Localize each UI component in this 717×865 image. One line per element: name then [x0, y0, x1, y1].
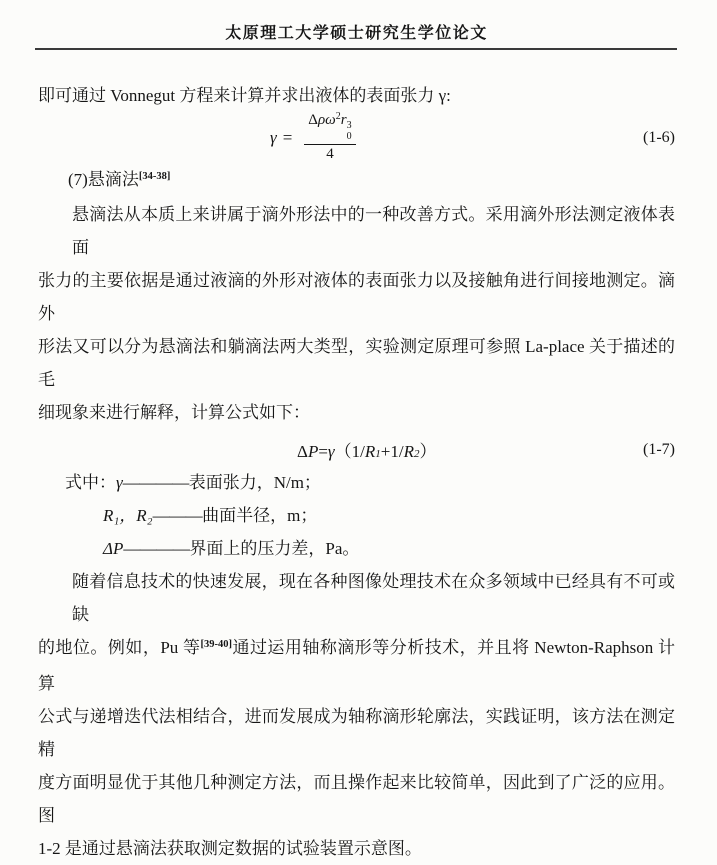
- delta-p-symbol: ΔP: [103, 539, 124, 558]
- fraction-numerator: [304, 112, 355, 145]
- r2-symbol: R: [403, 442, 414, 461]
- r1-subscript: 1: [375, 448, 381, 460]
- equation-1-6: [270, 112, 356, 163]
- one-over-term-2: 1/: [390, 442, 404, 461]
- definition-desc: 表面张力，N/m；: [188, 473, 321, 492]
- paragraph-2-line-2: [38, 631, 675, 700]
- gamma-symbol: γ: [270, 127, 277, 147]
- r-sub-sup-stack: [347, 121, 352, 142]
- r-exponent: 3: [346, 120, 352, 131]
- omega-exponent: 2: [335, 111, 341, 122]
- equals-sign: =: [282, 127, 293, 147]
- r1-symbol: R: [364, 442, 376, 461]
- gamma-symbol: γ: [327, 442, 335, 461]
- paragraph-1: [38, 198, 675, 429]
- gamma-symbol: γ: [116, 473, 123, 492]
- r-subscript: 0: [346, 130, 352, 142]
- paragraph-2-line-3: 公式与递增迭代法相结合，进而发展成为轴称滴形轮廓法，实践证明，该方法在测定精: [38, 707, 675, 759]
- delta-symbol: Δ: [297, 442, 308, 461]
- paragraph-1-line-1: 悬滴法从本质上来讲属于滴外形法中的一种改善方式。采用滴外形法测定液体表面: [72, 205, 675, 257]
- equation-1-7-row: [38, 433, 675, 466]
- delta-symbol: Δ: [308, 112, 318, 128]
- equation-1-6-number: (1-6): [643, 128, 675, 146]
- paragraph-2-line-4: 度方面明显优于其他几种测定方法，而且操作起来比较简单，因此到了广泛的应用。图: [38, 773, 675, 825]
- section-heading-text: (7)悬滴法: [68, 170, 139, 189]
- citation-34-38: [34-38]: [138, 171, 171, 182]
- definition-desc: 界面上的压力差，Pa。: [189, 539, 360, 558]
- equals-sign: =: [318, 442, 328, 461]
- line-2-text: 通过运用轴称滴形等分析技术，并且将 Newton-Raphson 计算: [38, 638, 675, 693]
- paragraph-2-line-5: 1-2 是通过悬滴法获取测定数据的试验装置示意图。: [38, 839, 422, 858]
- p-symbol: P: [307, 442, 319, 461]
- definition-list: [38, 466, 675, 565]
- right-paren: ）: [419, 442, 437, 461]
- left-paren: （: [334, 442, 352, 461]
- equation-1-7: [297, 437, 436, 462]
- paragraph-1-line-4: 细现象来进行解释，计算公式如下：: [38, 403, 310, 422]
- r1-r2-symbols: R₁，R₂: [103, 506, 153, 525]
- definition-dash: ————: [122, 473, 189, 492]
- definition-dash: ———: [152, 506, 203, 525]
- definition-r1-r2: [38, 499, 675, 532]
- section-heading-7: [38, 165, 675, 198]
- line-2-text: 的地位。例如，Pu 等: [38, 638, 201, 657]
- equation-1-6-row: [38, 112, 675, 163]
- paragraph-1-line-2: 张力的主要依据是通过液滴的外形对液体的表面张力以及接触角进行间接地测定。滴外: [38, 271, 675, 323]
- definition-desc: 曲面半径，m；: [202, 506, 318, 525]
- header-rule: [35, 48, 677, 50]
- rho-omega-symbols: ρω: [317, 112, 336, 128]
- r-symbol: r: [340, 112, 347, 128]
- plus-sign: +: [380, 442, 391, 461]
- one-over-term-1: 1/: [351, 442, 365, 461]
- paragraph-2-line-1: 随着信息技术的快速发展，现在各种图像处理技术在众多领域中已经具有不可或缺: [72, 572, 675, 624]
- equation-1-6-fraction: [304, 112, 355, 163]
- definition-dash: ————: [123, 539, 190, 558]
- intro-sentence: 即可通过 Vonnegut 方程来计算并求出液体的表面张力 γ:: [38, 86, 451, 105]
- citation-39-40: [39-40]: [200, 639, 232, 650]
- page-header-title: 太原理工大学硕士研究生学位论文: [225, 25, 488, 42]
- fraction-denominator: 4: [326, 146, 334, 162]
- paragraph-1-line-3: 形法又可以分为悬滴法和躺滴法两大类型，实验测定原理可参照 La-place 关于描述的毛: [38, 337, 675, 389]
- equation-1-7-number: (1-7): [643, 440, 675, 458]
- definition-gamma: [38, 466, 675, 499]
- paragraph-2: [38, 565, 675, 865]
- r2-subscript: 2: [413, 448, 420, 460]
- definition-delta-p: [38, 532, 675, 565]
- definition-lead: 式中：: [65, 473, 116, 492]
